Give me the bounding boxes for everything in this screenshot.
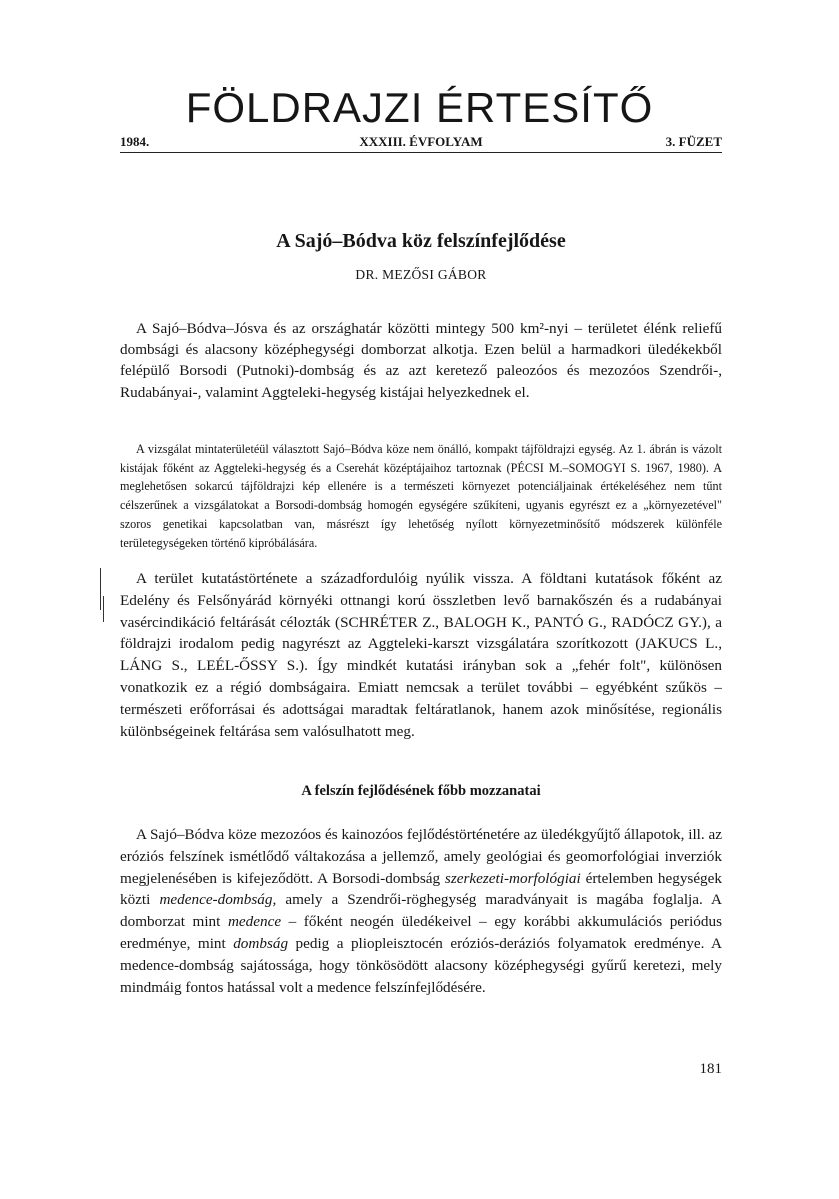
- text-run: értelemben hegységek közti: [120, 869, 722, 909]
- body-paragraph-research-history: A terület kutatástörténete a századfordulóig nyúlik vissza. A földtani kutatások főként az Edelény és Felsőnyárád környéki ottnangi korú összletben levő barnakőszén és a rudabányai vasércindikáció feltárását célozták (SCHRÉTER Z., BALOGH K., PANTÓ G., RADÓCZ GY.), a földrajzi irodalom pedig nagyrészt az Aggteleki-karszt vizsgálatára szorítkozott (JAKUCS L., LÁNG S., LEÉL-ŐSSY S.). Így mindkét kutatási irányban sok a „fehér folt", különösen vonatkozik ez a régió dombságaira. Emiatt nemcsak a terület további – egyébként szűkös – természeti erőforrásai és adottságai maradtak feltáratlanok, hanem azok minősítése, regionális különbségeinek feltárása sem valósulhatott meg.: [120, 570, 722, 740]
- italic-term: dombság: [233, 934, 289, 952]
- journal-issue: 3. FÜZET: [665, 134, 722, 149]
- section-title: A felszín fejlődésének főbb mozzanatai: [301, 783, 541, 799]
- journal-title: FÖLDRAJZI ÉRTESÍTŐ: [185, 84, 654, 131]
- article-author: DR. MEZŐSI GÁBOR: [355, 267, 487, 282]
- margin-mark: [100, 568, 101, 610]
- margin-mark: [103, 596, 104, 622]
- abstract-paragraph: A vizsgálat mintaterületéül választott Sajó–Bódva köze nem önálló, kompakt tájföldrajzi egység. Az 1. ábrán is vázolt kistájak főként az Aggteleki-hegység és a Cserehát középtájaihoz tartoznak (PÉCSI M.–SOMOGYI S. 1967, 1980). A meglehetősen sokarcú tájföldrajzi kép ellenére is a természeti környezet potenciáljainak értékeléséhez nem tűnt célszerűnek a vizsgálatokat a Borsodi-dombság homogén egységére szűkíteni, ugyanis egyrészt ez a „környezetével" szoros genetikai kapcsolatban van, másrészt így lehetőség nyílott környezetminősítő módszerek különféle területegységeken történő kipróbálására.: [120, 442, 722, 550]
- article-title: A Sajó–Bódva köz felszínfejlődése: [276, 230, 566, 252]
- journal-volume: XXXIII. ÉVFOLYAM: [359, 134, 483, 149]
- italic-term: szerkezeti-morfológiai: [444, 869, 581, 887]
- journal-year: 1984.: [120, 134, 150, 149]
- text-run: pedig a pliopleisztocén eróziós-deráziós folyamatok eredménye. A medence-dombság sajátossága, hogy tönkösödött alacsony középhegységi gyűrű keretezi, mely mindmáig fontos hatással volt a medence felszínfejlődésére.: [120, 934, 722, 996]
- header-divider: [120, 152, 722, 153]
- text-run: amely a Szendrői-röghegység maradványait is magába foglalja. A domborzat mint: [120, 891, 722, 931]
- lead-paragraph: A Sajó–Bódva–Jósva és az országhatár közötti mintegy 500 km²-nyi – területet élénk reliefű dombsági és alacsony középhegységi domborzat alkotja. Ezen belül a harmadkori üledékekből felépülő Borsodi (Putnoki)-dombság és az azt keretező paleozóos és mezozóos Szendrői-, Rudabányai-, valamint Aggteleki-hegység kistájai helyezkednek el.: [120, 320, 722, 401]
- text-run: – főként neogén üledékeivel – egy korábbi akkumulációs periódus eredménye, mint: [120, 913, 722, 952]
- italic-term: medence: [227, 913, 282, 931]
- italic-term: medence-dombság,: [159, 891, 277, 909]
- text-run: A Sajó–Bódva köze mezozóos és kainozóos fejlődéstörténetére az üledékgyűjtő állapotok, ill. az eróziós felszínek ismétlődő váltakozása a jellemző, amely geológiai és geomorfológiai inverziók megjelenésében is kifejeződött. A Borsodi-dombság: [120, 826, 722, 887]
- body-paragraph-surface-development: [120, 824, 722, 998]
- page-number: 181: [699, 1061, 722, 1077]
